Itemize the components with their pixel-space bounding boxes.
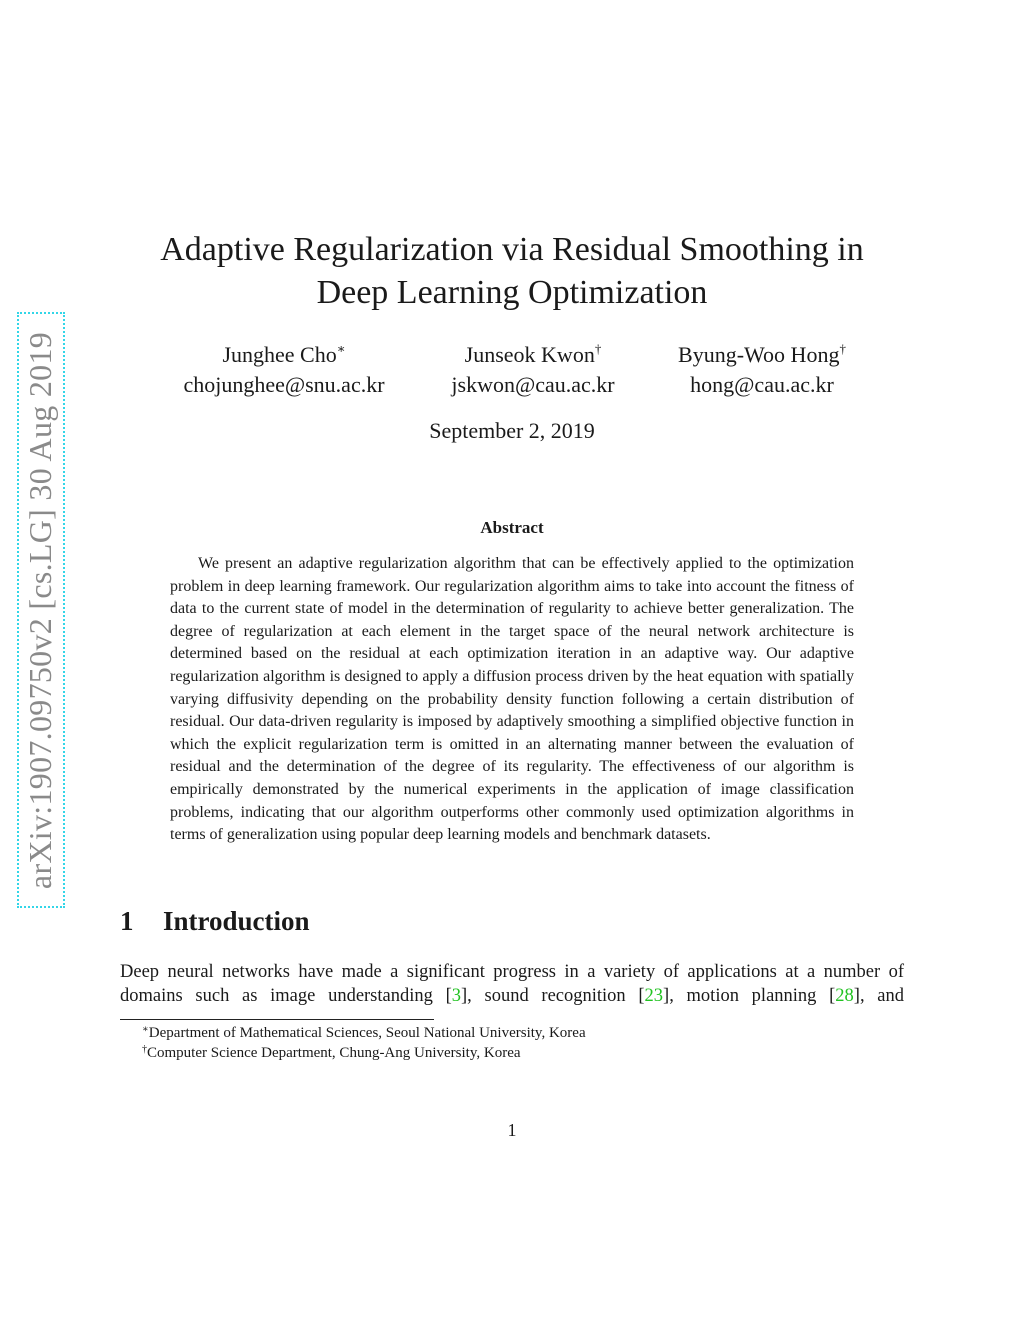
section-title: Introduction bbox=[163, 906, 310, 936]
intro-text: ], sound recognition [ bbox=[461, 986, 645, 1006]
author-name: Junseok Kwon bbox=[464, 342, 595, 367]
author-block bbox=[158, 340, 410, 400]
author-email: jskwon@cau.ac.kr bbox=[451, 372, 615, 397]
author-name: Byung-Woo Hong bbox=[678, 342, 840, 367]
section-heading-introduction bbox=[120, 906, 310, 937]
intro-text: ], and bbox=[853, 986, 905, 1006]
section-number: 1 bbox=[120, 906, 134, 936]
footnote-mark: ∗ bbox=[142, 1024, 149, 1035]
author-block bbox=[424, 340, 642, 400]
abstract-text: We present an adaptive regularization algorithm that can be effectively applied to the optimization problem in deep learning framework. Our regularization algorithm aims to take into account the fitness of data to the current state of model in the determination of regularity to achieve better generalization. The degree of regularization at each element in the target space of the neural network architecture is determined based on the residual at each optimization iteration in an adaptive way. Our adaptive regularization algorithm is designed to apply a diffusion process driven by the heat equation with spatially varying diffusivity depending on the probability density function following a certain distribution of residual. Our data-driven regularity is imposed by adaptively smoothing a simplified objective function in which the explicit regularization term is omitted in an alternating manner between the evaluation of residual and the determination of the degree of its regularity. The effectiveness of our algorithm is empirically demonstrated by the numerical experiments in the application of image classification problems, indicating that our algorithm outperforms other commonly used optimization algorithms in terms of generalization using popular deep learning models and benchmark datasets. bbox=[170, 555, 854, 844]
footnote-mark: † bbox=[142, 1044, 147, 1055]
author-block bbox=[656, 340, 868, 400]
citation-link[interactable]: 23 bbox=[644, 986, 664, 1006]
publication-date: September 2, 2019 bbox=[429, 418, 595, 443]
arxiv-stamp bbox=[17, 312, 65, 908]
intro-text: ], motion planning [ bbox=[663, 986, 836, 1006]
abstract-heading: Abstract bbox=[480, 518, 544, 537]
footnote bbox=[142, 1043, 521, 1063]
paper-title-line-1: Adaptive Regularization via Residual Smoothing in bbox=[160, 231, 864, 268]
footnote bbox=[142, 1023, 586, 1043]
author-affiliation-mark: † bbox=[594, 341, 602, 356]
page-number: 1 bbox=[507, 1120, 517, 1140]
citation-link[interactable]: 28 bbox=[835, 986, 854, 1006]
arxiv-identifier: arXiv:1907.09750v2 [cs.LG] 30 Aug 2019 bbox=[22, 331, 59, 889]
footnote-divider bbox=[120, 1019, 434, 1020]
paper-title bbox=[100, 228, 924, 314]
author-affiliation-mark: ∗ bbox=[336, 341, 346, 356]
author-email: hong@cau.ac.kr bbox=[690, 372, 834, 397]
footnote-text: Department of Mathematical Sciences, Seoul National University, Korea bbox=[148, 1025, 586, 1041]
citation-link[interactable]: 3 bbox=[451, 986, 461, 1006]
author-name: Junghee Cho bbox=[222, 342, 337, 367]
intro-text: Deep neural networks have made a significant progress in a variety of applications at a number of domains such as image understanding [ bbox=[120, 962, 904, 1006]
introduction-paragraph bbox=[120, 960, 904, 1008]
author-email: chojunghee@snu.ac.kr bbox=[183, 372, 385, 397]
footnote-text: Computer Science Department, Chung-Ang University, Korea bbox=[147, 1045, 521, 1061]
paper-title-line-2: Deep Learning Optimization bbox=[316, 274, 708, 311]
author-affiliation-mark: † bbox=[839, 341, 846, 356]
